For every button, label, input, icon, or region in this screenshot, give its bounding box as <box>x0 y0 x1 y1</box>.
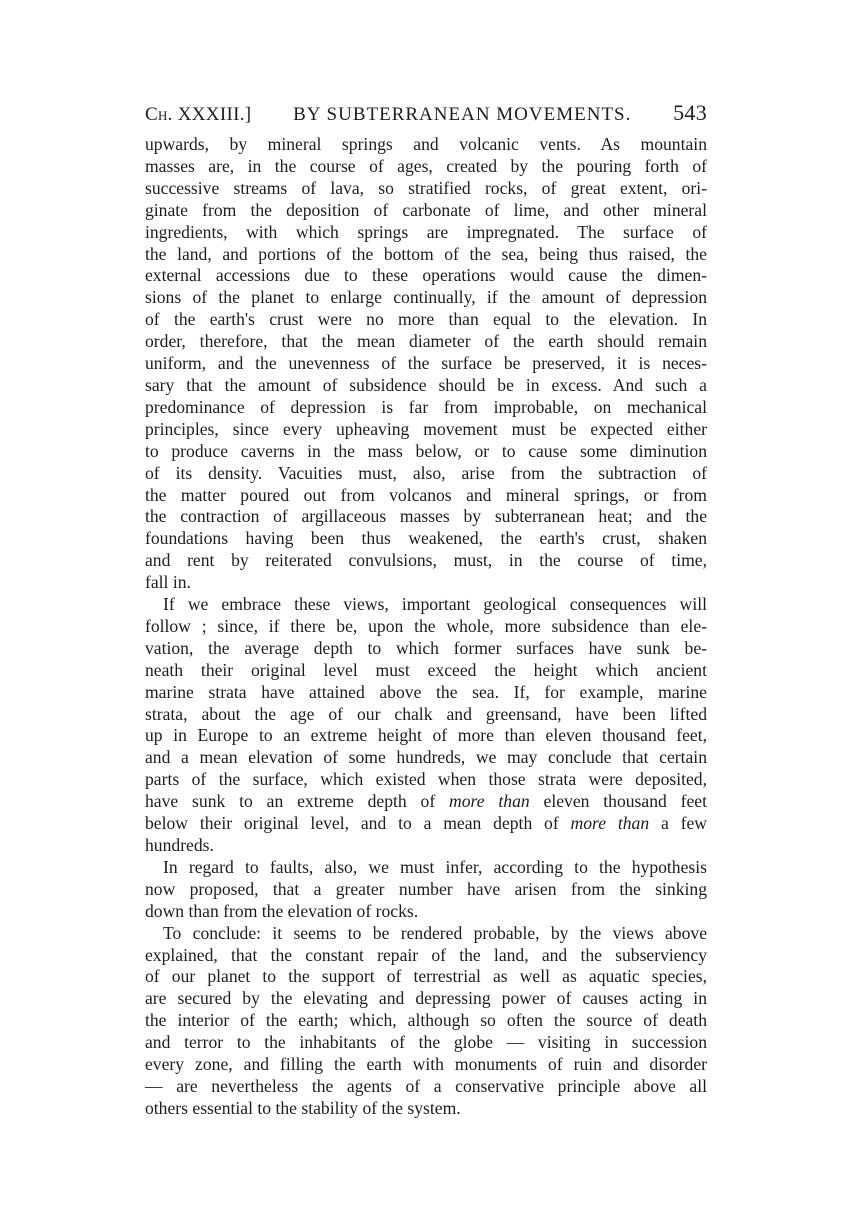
paragraph <box>145 134 707 594</box>
text-line: vation, the average depth to which former surfaces have sunk be- <box>145 637 707 658</box>
paragraph <box>145 857 707 923</box>
text-line: hundreds. <box>145 835 214 855</box>
italic-text: more than <box>449 791 530 812</box>
text-line: principles, since every upheaving movement must be expected either <box>145 418 707 439</box>
text-segment: a few <box>649 813 707 834</box>
running-header <box>145 100 707 126</box>
text-line: up in Europe to an extreme height of more than eleven thousand feet, <box>145 725 707 746</box>
text-line: of its density. Vacuities must, also, arise from the subtraction of <box>145 462 707 483</box>
text-line: predominance of depression is far from improbable, on mechanical <box>145 396 707 417</box>
page-number: 543 <box>673 100 707 125</box>
text-line: successive streams of lava, so stratified rocks, of great extent, ori- <box>145 177 707 198</box>
italic-text: more than <box>570 813 650 834</box>
text-line: are secured by the elevating and depressing power of causes acting in <box>145 988 707 1009</box>
text-line: foundations having been thus weakened, the earth's crust, shaken <box>145 528 707 549</box>
text-line: neath their original level must exceed the height which ancient <box>145 659 707 680</box>
text-segment: below their original level, and to a mean depth of <box>145 813 571 834</box>
text-line: fall in. <box>145 572 191 593</box>
text-line: masses are, in the course of ages, created by the pouring forth of <box>145 155 707 176</box>
text-line: the land, and portions of the bottom of the sea, being thus raised, the <box>145 243 707 264</box>
text-line: now proposed, that a greater number have arisen from the sinking <box>145 878 707 899</box>
text-line: — are nevertheless the agents of a conservative principle above all <box>145 1075 707 1096</box>
text-segment: have sunk to an extreme depth of <box>145 791 450 812</box>
text-line <box>145 813 707 835</box>
text-line: to produce caverns in the mass below, or to cause some diminution <box>145 440 707 461</box>
text-line: marine strata have attained above the sea. If, for example, marine <box>145 681 707 702</box>
text-line: others essential to the stability of the system. <box>145 1097 461 1118</box>
text-line: ginate from the deposition of carbonate of lime, and other mineral <box>145 199 707 220</box>
body-text <box>145 134 707 1120</box>
text-line: and terror to the inhabitants of the globe — visiting in succession <box>145 1032 707 1053</box>
text-line: uniform, and the unevenness of the surface be preserved, it is neces- <box>145 353 707 374</box>
text-segment: eleven thousand feet <box>529 791 707 812</box>
text-line: of the earth's crust were no more than equal to the elevation. In <box>145 309 707 330</box>
text-line <box>145 791 707 813</box>
text-line: sions of the planet to enlarge continually, if the amount of depression <box>145 287 707 308</box>
text-line: down than from the elevation of rocks. <box>145 900 419 921</box>
text-line: order, therefore, that the mean diameter of the earth should remain <box>145 331 707 352</box>
text-line: explained, that the constant repair of the land, and the subserviency <box>145 944 707 965</box>
text-line: In regard to faults, also, we must infer, according to the hypothesis <box>163 856 707 877</box>
text-line: the contraction of argillaceous masses by subterranean heat; and the <box>145 506 707 527</box>
text-line: strata, about the age of our chalk and greensand, have been lifted <box>145 703 707 724</box>
text-line: and a mean elevation of some hundreds, we may conclude that certain <box>145 747 707 768</box>
text-line: the interior of the earth; which, although so often the source of death <box>145 1010 707 1031</box>
book-page <box>145 100 707 1120</box>
text-line: ingredients, with which springs are impregnated. The surface of <box>145 221 707 242</box>
text-line: and rent by reiterated convulsions, must, in the course of time, <box>145 550 707 571</box>
text-line: follow ; since, if there be, upon the whole, more subsidence than ele- <box>145 615 707 636</box>
text-line: If we embrace these views, important geological consequences will <box>163 594 707 615</box>
text-line: parts of the surface, which existed when those strata were deposited, <box>145 769 707 790</box>
text-line: of our planet to the support of terrestrial as well as aquatic species, <box>145 966 707 987</box>
text-line: upwards, by mineral springs and volcanic vents. As mountain <box>145 134 707 154</box>
text-line: the matter poured out from volcanos and mineral springs, or from <box>145 484 707 505</box>
text-line: every zone, and filling the earth with monuments of ruin and disorder <box>145 1054 707 1075</box>
paragraph <box>145 594 707 857</box>
text-line: external accessions due to these operations would cause the dimen- <box>145 265 707 286</box>
text-line: sary that the amount of subsidence should be in excess. And such a <box>145 374 707 395</box>
text-line: To conclude: it seems to be rendered probable, by the views above <box>163 922 707 943</box>
running-title: BY SUBTERRANEAN MOVEMENTS. <box>293 104 632 125</box>
chapter-label: Ch. XXXIII.] <box>145 104 252 125</box>
paragraph <box>145 923 707 1120</box>
